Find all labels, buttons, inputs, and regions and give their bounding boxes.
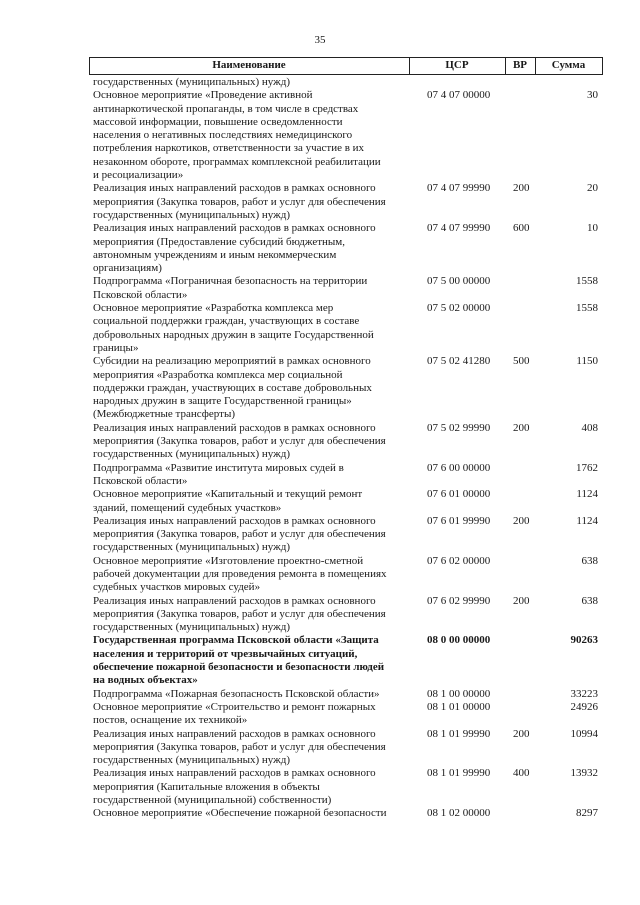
row-name-line: автономным учреждениям и иным некоммерческим: [93, 248, 337, 261]
header-csr: ЦСР: [445, 59, 469, 71]
row-name: [93, 767, 413, 807]
table-row: [0, 302, 640, 355]
header-sum: Сумма: [551, 59, 586, 71]
table-row: [0, 595, 640, 635]
row-name-line: государственных (муниципальных) нужд): [93, 208, 290, 221]
row-name-line: государственных (муниципальных) нужд): [93, 621, 290, 634]
row-name-line: государственной (муниципальной) собственности): [93, 794, 332, 807]
row-sum: 10: [587, 222, 598, 235]
row-sum: 90263: [570, 634, 598, 647]
row-vr-code: 400: [513, 767, 530, 780]
row-name-line: добровольных народных дружин в защите Государственной: [93, 328, 374, 341]
row-vr-code: 200: [513, 421, 530, 434]
row-name: [93, 222, 413, 275]
row-name: [93, 688, 413, 701]
table-row: [0, 634, 640, 687]
row-name: [93, 302, 413, 355]
row-sum: 408: [581, 421, 598, 434]
row-csr-code: 08 1 01 99990: [427, 727, 491, 740]
row-csr-code: 07 5 02 99990: [427, 421, 491, 434]
row-sum: 1558: [576, 275, 598, 288]
row-name-line: обеспечение пожарной безопасности и безопасности людей: [93, 661, 385, 674]
table-row: [0, 355, 640, 421]
row-csr-code: 07 6 01 99990: [427, 514, 491, 527]
row-name: [93, 422, 413, 462]
row-name-line: мероприятия (Капитальные вложения в объекты: [93, 780, 320, 793]
row-sum: 13932: [570, 767, 598, 780]
row-name-line: Псковской области»: [93, 474, 188, 487]
row-name: [93, 355, 413, 421]
header-bottom-border: [89, 74, 603, 75]
row-vr-code: 600: [513, 222, 530, 235]
row-name-line: Реализация иных направлений расходов в рамках основного: [93, 727, 376, 740]
row-sum: 1558: [576, 302, 598, 315]
row-sum: 1124: [576, 514, 598, 527]
row-name-line: постов, оснащение их техникой»: [93, 714, 248, 727]
table-row: [0, 76, 640, 89]
row-name-line: зданий, помещений судебных участков»: [93, 501, 282, 514]
row-vr-code: 500: [513, 355, 530, 368]
row-csr-code: 07 6 01 00000: [427, 488, 491, 501]
row-csr-code: 08 0 00 00000: [427, 634, 491, 647]
table-body: [0, 76, 640, 821]
header-divider: [602, 57, 603, 75]
row-vr-code: 200: [513, 594, 530, 607]
row-name-line: мероприятия «Разработка комплекса мер социальной: [93, 368, 343, 381]
row-csr-code: 07 4 07 99990: [427, 182, 491, 195]
row-name-line: Реализация иных направлений расходов в рамках основного: [93, 767, 376, 780]
row-name-line: народных дружин в защите Государственной границы»: [93, 395, 352, 408]
row-csr-code: 08 1 01 99990: [427, 767, 491, 780]
row-name: [93, 807, 413, 820]
row-csr-code: 07 5 02 00000: [427, 302, 491, 315]
row-sum: 1124: [576, 488, 598, 501]
row-name: [93, 728, 413, 768]
row-name-line: социальной поддержки граждан, участвующих в составе: [93, 315, 360, 328]
row-vr-code: 200: [513, 727, 530, 740]
table-row: [0, 422, 640, 462]
row-name-line: на водных объектах»: [93, 674, 198, 687]
row-name-line: Основное мероприятие «Изготовление проектно-сметной: [93, 554, 364, 567]
row-name-line: Основное мероприятие «Строительство и ремонт пожарных: [93, 700, 376, 713]
row-sum: 20: [587, 182, 598, 195]
row-name-line: Реализация иных направлений расходов в рамках основного: [93, 514, 376, 527]
row-name-line: антинаркотической пропаганды, в том числе в средствах: [93, 102, 359, 115]
row-csr-code: 07 5 00 00000: [427, 275, 491, 288]
table-row: [0, 222, 640, 275]
row-csr-code: 07 6 00 00000: [427, 461, 491, 474]
row-sum: 10994: [570, 727, 598, 740]
row-sum: 30: [587, 89, 598, 102]
table-row: [0, 462, 640, 489]
row-name-line: судебных участков мировых судей»: [93, 581, 261, 594]
row-name-line: Государственная программа Псковской области «Защита: [93, 634, 379, 647]
row-name-line: Подпрограмма «Пограничная безопасность на территории: [93, 275, 368, 288]
table-row: [0, 89, 640, 182]
row-name: [93, 182, 413, 222]
row-csr-code: 07 6 02 99990: [427, 594, 491, 607]
row-csr-code: 07 4 07 99990: [427, 222, 491, 235]
table-row: [0, 688, 640, 701]
row-name-line: Основное мероприятие «Капитальный и текущий ремонт: [93, 488, 363, 501]
row-name-line: населения и территорий от чрезвычайных ситуаций,: [93, 647, 358, 660]
row-name-line: населения о негативных последствиях немедицинского: [93, 129, 353, 142]
table-row: [0, 275, 640, 302]
row-name: [93, 701, 413, 728]
row-name-line: государственных (муниципальных) нужд): [93, 448, 290, 461]
row-name: [93, 488, 413, 515]
page-number: 35: [314, 34, 326, 46]
row-name-line: мероприятия (Закупка товаров, работ и услуг для обеспечения: [93, 740, 386, 753]
row-name-line: Реализация иных направлений расходов в рамках основного: [93, 222, 376, 235]
table-row: [0, 701, 640, 728]
table-row: [0, 728, 640, 768]
row-name-line: мероприятия (Закупка товаров, работ и услуг для обеспечения: [93, 607, 386, 620]
table-row: [0, 807, 640, 820]
table-row: [0, 555, 640, 595]
row-csr-code: 08 1 02 00000: [427, 807, 491, 820]
header-top-border: [89, 57, 603, 58]
row-name-line: государственных (муниципальных) нужд): [93, 541, 290, 554]
row-name: [93, 555, 413, 595]
row-name-line: потребления наркотиков, ответственности за участие в их: [93, 142, 365, 155]
row-csr-code: 07 5 02 41280: [427, 355, 491, 368]
row-name: [93, 275, 413, 302]
row-name-line: государственных (муниципальных) нужд): [93, 754, 290, 767]
table-row: [0, 488, 640, 515]
row-name-line: незаконном обороте, программах комплексной реабилитации: [93, 155, 381, 168]
row-csr-code: 08 1 00 00000: [427, 687, 491, 700]
table-header: [89, 57, 603, 75]
row-name-line: Основное мероприятие «Разработка комплекса мер: [93, 302, 334, 315]
row-name-line: границы»: [93, 341, 139, 354]
row-name-line: рабочей документации для проведения ремонта в помещениях: [93, 567, 387, 580]
header-name: Наименование: [212, 59, 286, 71]
row-name: [93, 76, 413, 89]
row-name-line: государственных (муниципальных) нужд): [93, 76, 290, 88]
row-sum: 24926: [570, 700, 598, 713]
row-name-line: Основное мероприятие «Проведение активной: [93, 89, 313, 102]
row-name-line: массовой информации, повышение осведомленности: [93, 115, 343, 128]
table-row: [0, 182, 640, 222]
row-vr-code: 200: [513, 182, 530, 195]
row-name-line: (Межбюджетные трансферты): [93, 408, 235, 421]
row-name: [93, 89, 413, 182]
row-sum: 8297: [576, 807, 598, 820]
row-csr-code: 07 6 02 00000: [427, 554, 491, 567]
row-sum: 638: [581, 554, 598, 567]
row-name-line: Реализация иных направлений расходов в рамках основного: [93, 182, 376, 195]
row-name-line: мероприятия (Закупка товаров, работ и услуг для обеспечения: [93, 528, 386, 541]
row-vr-code: 200: [513, 514, 530, 527]
row-sum: 1150: [576, 355, 598, 368]
row-name-line: Основное мероприятие «Обеспечение пожарной безопасности: [93, 807, 387, 820]
row-name-line: мероприятия (Предоставление субсидий бюджетным,: [93, 235, 345, 248]
row-name-line: поддержки граждан, участвующих в составе добровольных: [93, 381, 372, 394]
row-csr-code: 07 4 07 00000: [427, 89, 491, 102]
row-name-line: Подпрограмма «Пожарная безопасность Псковской области»: [93, 687, 380, 700]
row-csr-code: 08 1 01 00000: [427, 700, 491, 713]
row-name: [93, 462, 413, 489]
row-name-line: мероприятия (Закупка товаров, работ и услуг для обеспечения: [93, 435, 386, 448]
row-name-line: и ресоциализации»: [93, 169, 184, 182]
row-name: [93, 515, 413, 555]
row-name-line: мероприятия (Закупка товаров, работ и услуг для обеспечения: [93, 195, 386, 208]
table-row: [0, 515, 640, 555]
row-name-line: Подпрограмма «Развитие института мировых судей в: [93, 461, 344, 474]
row-sum: 33223: [570, 687, 598, 700]
row-name-line: организациям): [93, 262, 162, 275]
table-row: [0, 767, 640, 807]
row-sum: 1762: [576, 461, 598, 474]
row-name: [93, 595, 413, 635]
header-vr: ВР: [512, 59, 528, 71]
row-name-line: Субсидии на реализацию мероприятий в рамках основного: [93, 355, 371, 368]
row-name-line: Реализация иных направлений расходов в рамках основного: [93, 421, 376, 434]
row-name-line: Реализация иных направлений расходов в рамках основного: [93, 594, 376, 607]
row-sum: 638: [581, 594, 598, 607]
row-name: [93, 634, 413, 687]
row-name-line: Псковской области»: [93, 288, 188, 301]
